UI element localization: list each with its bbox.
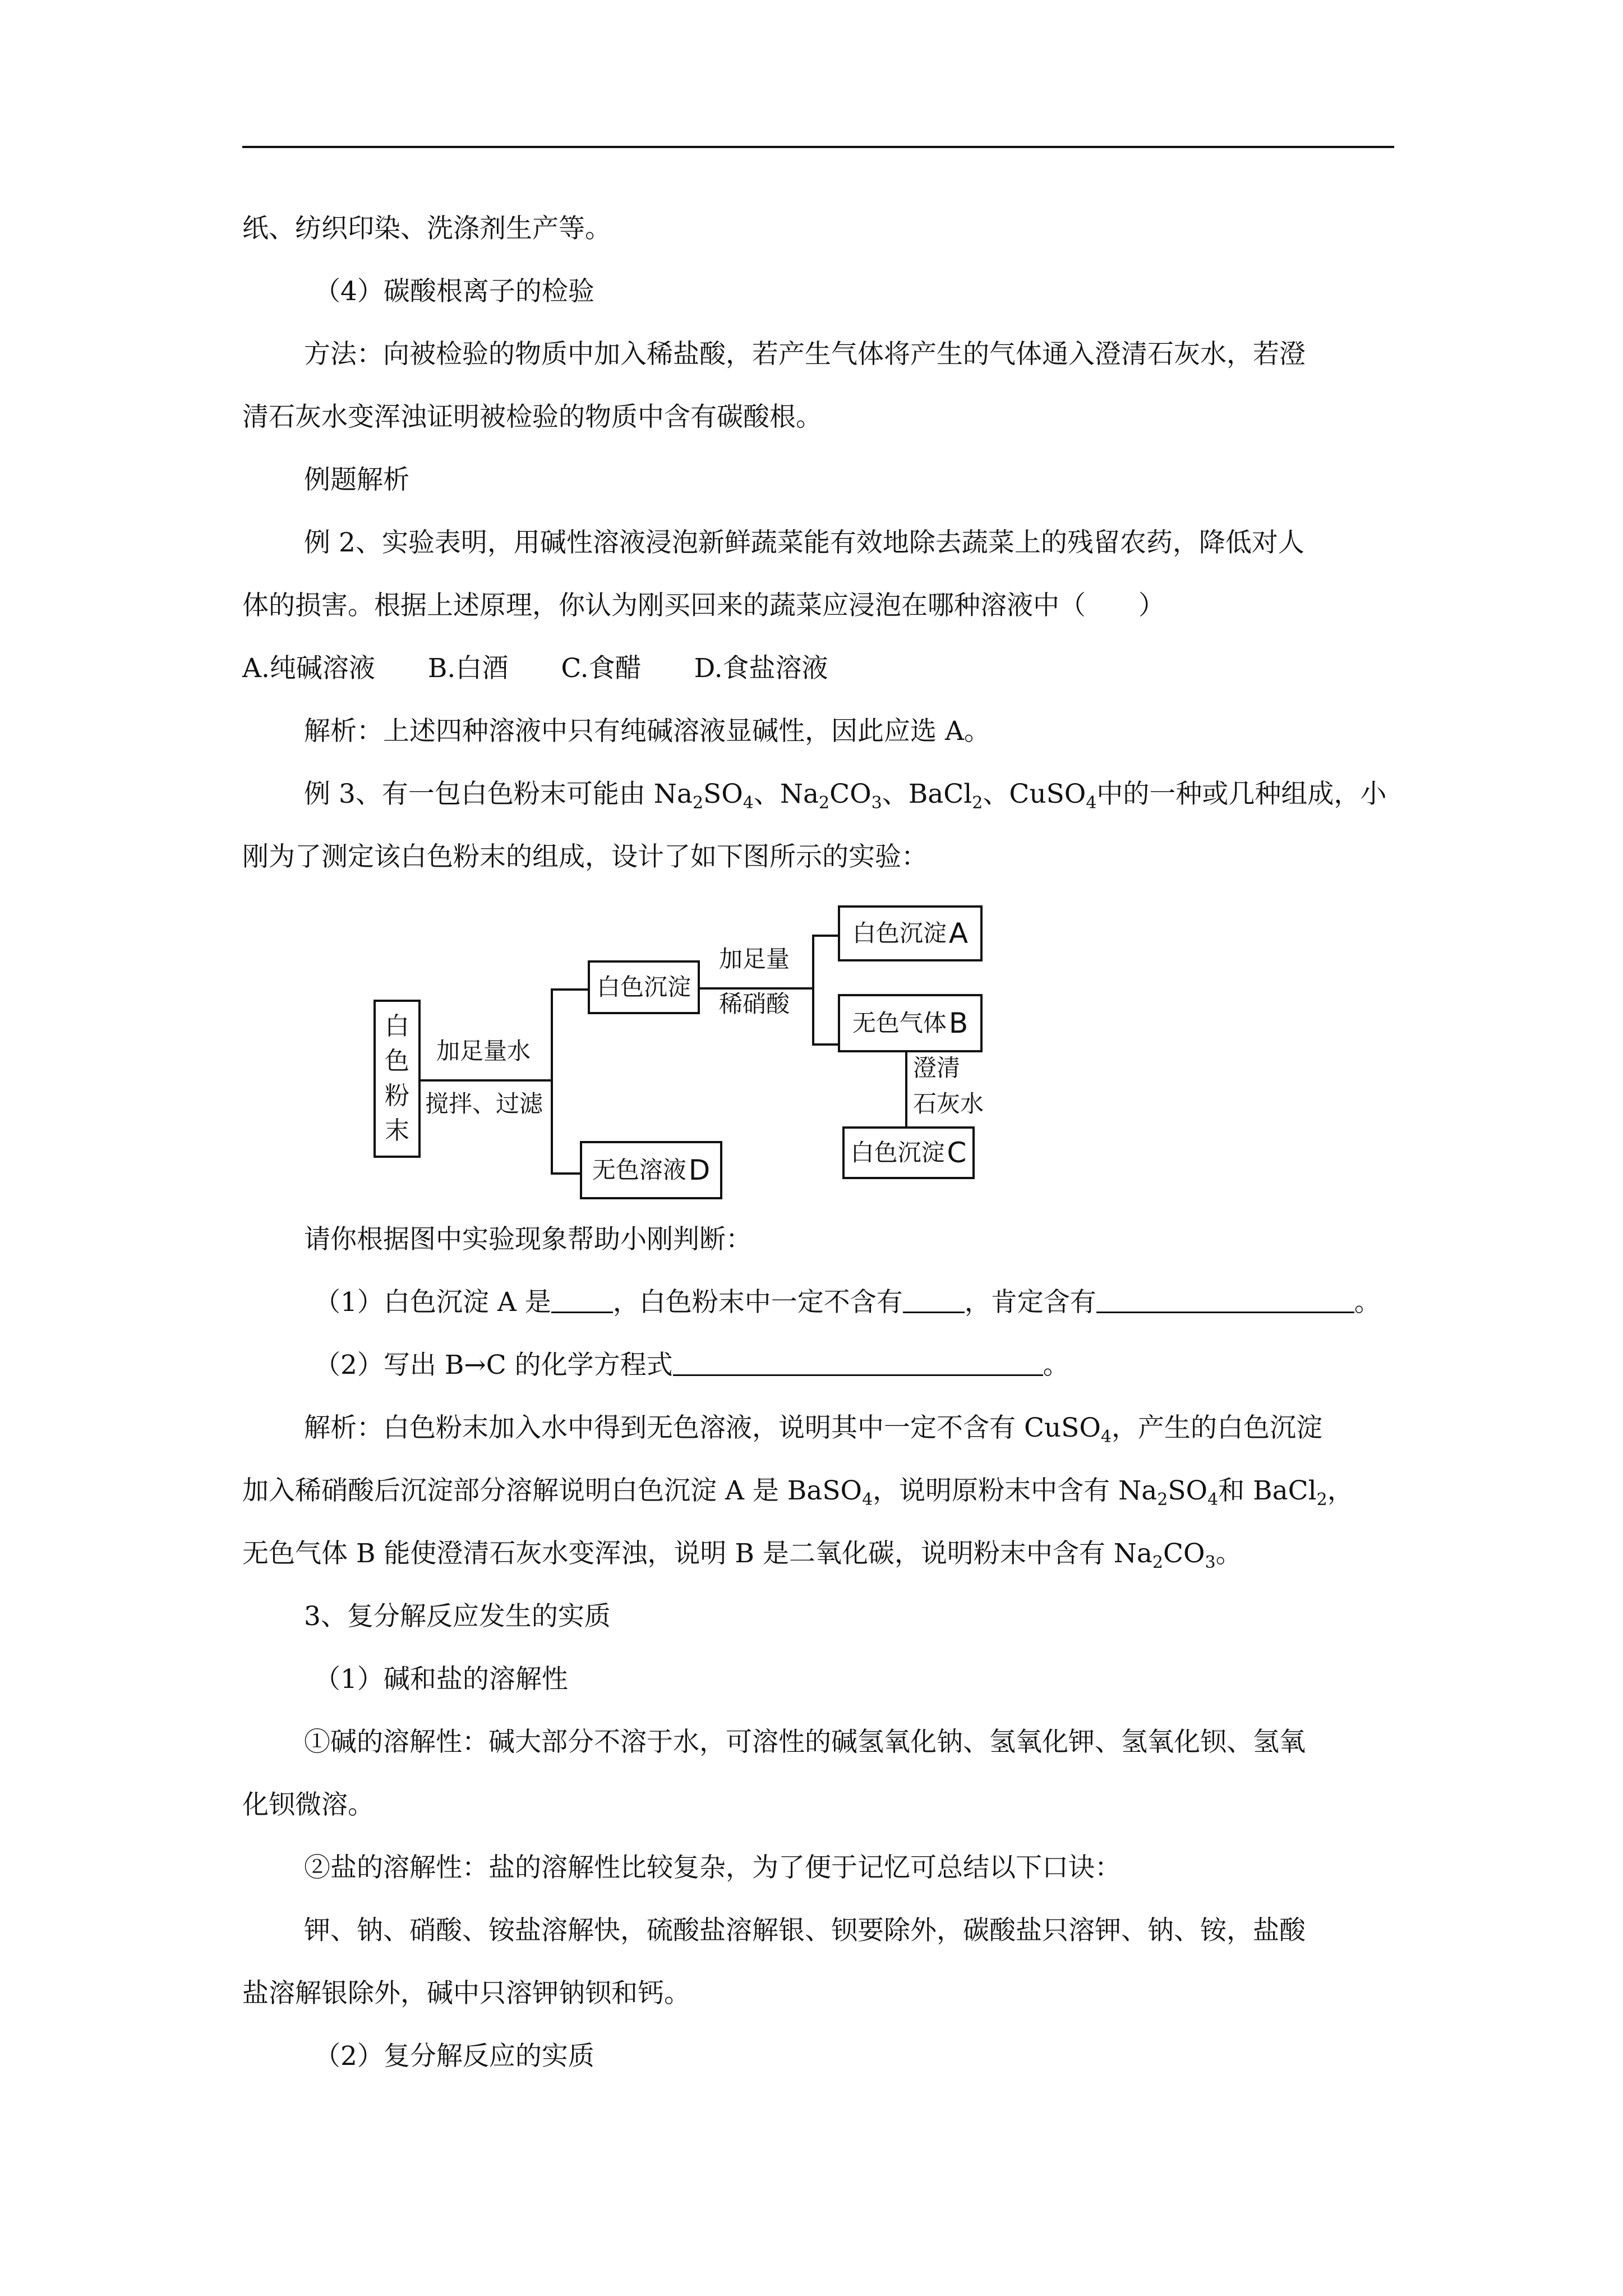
paragraph-line: 刚为了测定该白色粉末的组成，设计了如下图所示的实验：: [242, 841, 928, 872]
answer-blank[interactable]: [551, 1287, 613, 1313]
answer-blank[interactable]: [903, 1287, 965, 1313]
paragraph-line: 化钡微溶。: [242, 1789, 374, 1820]
section-heading: （2）复分解反应的实质: [314, 2041, 594, 2072]
text-segment: 。: [1043, 1350, 1069, 1381]
step-label: 搅拌、过滤: [425, 1090, 543, 1117]
section-heading: 例题解析: [304, 464, 409, 495]
paragraph-line: [304, 777, 1386, 811]
box-label: 色: [385, 1047, 409, 1075]
precipitate-c-box: [842, 1126, 975, 1179]
paragraph-line: 体的损害。根据上述原理，你认为刚买回来的蔬菜应浸泡在哪种溶液中（ ）: [242, 590, 1165, 621]
answer-blank[interactable]: [1096, 1287, 1354, 1313]
text-segment: CO: [1163, 1538, 1205, 1569]
box-label: 白色沉淀: [596, 973, 691, 1001]
box-label: 无色溶液: [592, 1156, 686, 1184]
text-segment: 加入稀硝酸后沉淀部分溶解说明白色沉淀 A 是 BaSO: [242, 1475, 863, 1506]
box-tag: C: [947, 1137, 967, 1169]
text-segment: ，说明原粉末中含有 Na: [873, 1475, 1158, 1506]
text-segment: 、CuSO: [983, 779, 1086, 809]
subscript: 3: [1205, 1553, 1216, 1572]
step-label: 加足量水: [436, 1037, 531, 1065]
step-label: 石灰水: [913, 1090, 984, 1117]
subscript: 2: [1152, 1553, 1164, 1572]
white-powder-box: [374, 1000, 421, 1158]
text-segment: 、Na: [753, 779, 819, 809]
subscript: 2: [819, 793, 830, 813]
box-label: 无色气体: [852, 1009, 947, 1037]
connector-line: [551, 1172, 580, 1175]
step-label: 加足量: [719, 945, 790, 973]
white-precipitate-box: [588, 960, 700, 1014]
section-heading: 3、复分解反应发生的实质: [304, 1601, 611, 1632]
text-segment: SO: [703, 779, 743, 809]
paragraph-line: 方法：向被检验的物质中加入稀盐酸，若产生气体将产生的气体通入澄清石灰水，若澄: [304, 339, 1306, 370]
step-label: 澄清: [913, 1054, 961, 1082]
connector-line: [812, 1043, 838, 1046]
text-segment: （2）写出 B→C 的化学方程式: [314, 1350, 673, 1381]
text-segment: （1）白色沉淀 A 是: [314, 1287, 551, 1318]
paragraph-line: [242, 1537, 1242, 1571]
paragraph-line: [242, 1474, 1354, 1508]
text-segment: CO: [829, 779, 872, 809]
box-label: 末: [385, 1116, 409, 1145]
subscript: 4: [1100, 1427, 1112, 1447]
box-label: 白: [385, 1012, 409, 1041]
gas-b-box: [838, 994, 983, 1052]
section-heading: （1）碱和盐的溶解性: [314, 1664, 568, 1695]
paragraph-line: 清石灰水变浑浊证明被检验的物质中含有碳酸根。: [242, 402, 822, 432]
paragraph-line: ①碱的溶解性：碱大部分不溶于水，可溶性的碱氢氧化钠、氢氧化钾、氢氧化钡、氢氧: [304, 1727, 1306, 1757]
text-segment: 。: [1215, 1538, 1242, 1569]
subscript: 4: [743, 793, 754, 813]
text-segment: 解析：白色粉末加入水中得到无色溶液，说明其中一定不含有 CuSO: [304, 1412, 1101, 1443]
connector-line: [812, 935, 838, 937]
subscript: 2: [692, 793, 704, 813]
text-segment: 例 3、有一包白色粉末可能由 Na: [304, 779, 693, 809]
box-tag: D: [688, 1154, 711, 1186]
connector-line: [812, 935, 814, 1045]
subscript: 4: [1086, 793, 1097, 813]
paragraph-line: 钾、钠、硝酸、铵盐溶解快，硫酸盐溶解银、钡要除外，碳酸盐只溶钾、钠、铵，盐酸: [304, 1915, 1306, 1946]
text-segment: 中的一种或几种组成，小: [1096, 779, 1387, 809]
solution-d-box: [580, 1141, 722, 1199]
box-label: 白色沉淀: [852, 919, 947, 947]
subscript: 2: [972, 793, 983, 813]
text-segment: SO: [1168, 1475, 1208, 1506]
header-rule: [242, 146, 1394, 148]
box-label: 白色沉淀: [850, 1139, 945, 1166]
subscript: 2: [1157, 1490, 1168, 1510]
paragraph-line: 请你根据图中实验现象帮助小刚判断：: [304, 1224, 752, 1255]
subscript: 2: [1316, 1490, 1327, 1510]
text-segment: ，白色粉末中一定不含有: [612, 1287, 903, 1318]
subscript: 3: [871, 793, 882, 813]
paragraph-line: 例 2、实验表明，用碱性溶液浸泡新鲜蔬菜能有效地除去蔬菜上的残留农药，降低对人: [304, 527, 1304, 558]
box-label: 粉: [385, 1082, 409, 1110]
subscript: 4: [862, 1490, 873, 1510]
connector-line: [551, 988, 553, 1174]
text-segment: 无色气体 B 能使澄清石灰水变浑浊，说明 B 是二氧化碳，说明粉末中含有 Na: [242, 1538, 1152, 1569]
subscript: 4: [1207, 1490, 1219, 1510]
section-heading: （4）碳酸根离子的检验: [314, 276, 594, 307]
paragraph-line: 纸、纺织印染、洗涤剂生产等。: [242, 213, 611, 244]
text-segment: 和 BaCl: [1218, 1475, 1317, 1506]
connector-line: [905, 1052, 907, 1126]
paragraph-line: ②盐的溶解性：盐的溶解性比较复杂，为了便于记忆可总结以下口诀：: [304, 1852, 1121, 1883]
question-line: [314, 1349, 1069, 1382]
question-line: [314, 1286, 1381, 1319]
paragraph-line: [304, 1411, 1322, 1445]
answer-blank[interactable]: [673, 1350, 1043, 1376]
box-tag: A: [948, 917, 969, 950]
connector-line: [551, 988, 588, 991]
connector-line: [700, 987, 812, 990]
connector-line: [421, 1079, 551, 1082]
box-tag: B: [948, 1007, 969, 1039]
paragraph-line: 解析：上述四种溶液中只有纯碱溶液显碱性，因此应选 A。: [304, 716, 990, 747]
text-segment: ，: [1327, 1475, 1354, 1506]
text-segment: 。: [1354, 1287, 1381, 1318]
precipitate-a-box: [838, 905, 983, 961]
text-segment: ，产生的白色沉淀: [1112, 1412, 1322, 1443]
paragraph-line: 盐溶解银除外，碱中只溶钾钠钡和钙。: [242, 1978, 690, 2009]
answer-options: A.纯碱溶液 B.白酒 C.食醋 D.食盐溶液: [242, 653, 828, 684]
text-segment: ，肯定含有: [964, 1287, 1096, 1318]
step-label: 稀硝酸: [719, 990, 790, 1018]
text-segment: 、BaCl: [882, 779, 972, 809]
